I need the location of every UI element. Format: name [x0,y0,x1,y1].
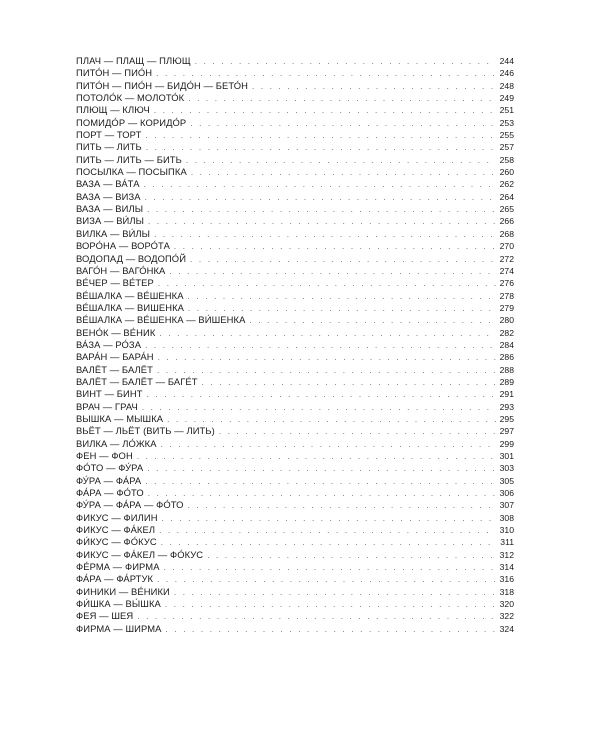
toc-entry [76,512,514,524]
toc-entry-page-number: 249 [499,93,514,104]
toc-entry [76,154,514,166]
toc-entry-title: ФИНИКИ — ВЕ́НИКИ [76,585,170,597]
toc-dot-leader [158,278,496,290]
toc-dot-leader [195,56,496,68]
toc-dot-leader [188,93,496,105]
toc-entry-title: ВИЛКА — ВИ́ЛЫ [76,227,151,239]
toc-entry-title: ФА́РА — ФО́ТО [76,487,144,499]
toc-dot-leader [252,81,496,93]
toc-dot-leader [249,315,496,327]
toc-entry-title: ВЕ́ШАЛКА — ВЕ́ШЕНКА — ВИ́ШЕНКА [76,314,246,326]
toc-entry [76,351,514,363]
toc-entry [76,401,514,413]
toc-dot-leader [158,352,496,364]
toc-entry-page-number: 248 [499,80,514,91]
toc-entry-title: ВАЛЁТ — БАЛЁТ — БАГЕ́Т [76,375,198,387]
toc-entry-title: ПИТЬ — ЛИТЬ — БИТЬ [76,153,182,165]
toc-entry-title: ВАЗА — ВИЗА [76,190,141,202]
toc-entry [76,166,514,178]
toc-entry-page-number: 274 [499,265,514,276]
toc-dot-leader [167,414,496,426]
toc-entry [76,129,514,141]
toc-entry-title: ФИКУС — ФИЛИН [76,511,158,523]
toc-entry-page-number: 305 [499,475,514,486]
toc-entry-title: ПОСЫЛКА — ПОСЫПКА [76,166,187,178]
toc-entry-page-number: 270 [499,241,514,252]
toc-entry-title: ФЕ́РМА — ФИРМА [76,561,160,573]
toc-entry-page-number: 293 [499,401,514,412]
toc-entry-page-number: 244 [499,56,514,66]
toc-entry [76,598,514,610]
toc-entry-title: ВАГО́Н — ВАГО́НКА [76,264,166,276]
toc-entry-page-number: 324 [499,623,514,634]
toc-entry [76,277,514,289]
toc-entry [76,586,514,598]
toc-entry-page-number: 303 [499,463,514,474]
toc-entry-title: ВЕНО́К — ВЕ́НИК [76,326,156,338]
toc-entry [76,561,514,573]
toc-entry-title: ПОРТ — ТОРТ [76,129,142,141]
toc-dot-leader [159,525,496,537]
toc-entry [76,228,514,240]
toc-dot-leader [219,426,496,438]
toc-dot-leader [207,550,496,562]
toc-entry-title: ВАЛЁТ — БАЛЁТ [76,363,153,375]
toc-entry-page-number: 262 [499,179,514,190]
toc-entry-title: ВАРА́Н — БАРА́Н [76,351,154,363]
toc-dot-leader [169,266,496,278]
toc-dot-leader [148,488,496,500]
toc-dot-leader [145,130,496,142]
toc-entry-title: ФЕЯ — ШЕЯ [76,610,134,622]
toc-entry-page-number: 308 [499,512,514,523]
toc-entry-title: ПОТОЛО́К — МОЛОТО́К [76,92,185,104]
toc-entry-title: ВЫШКА — МЫШКА [76,412,164,424]
toc-entry-page-number: 307 [499,500,514,511]
toc-entry-title: ВИНТ — БИНТ [76,388,143,400]
toc-dot-leader [154,105,496,117]
toc-entry [76,314,514,326]
toc-entry-page-number: 265 [499,204,514,215]
toc-entry-page-number: 258 [499,154,514,165]
toc-entry [76,339,514,351]
toc-entry [76,265,514,277]
toc-dot-leader [190,118,496,130]
toc-entry-page-number: 264 [499,191,514,202]
toc-entry-page-number: 318 [499,586,514,597]
toc-dot-leader [202,377,496,389]
toc-dot-leader [159,328,496,340]
toc-dot-leader [188,500,496,512]
toc-entry-page-number: 306 [499,488,514,499]
toc-dot-leader [147,204,496,216]
toc-entry-page-number: 288 [499,364,514,375]
toc-entry [76,178,514,190]
table-of-contents [76,55,514,635]
toc-entry [76,327,514,339]
toc-dot-leader [190,254,496,266]
toc-dot-leader [157,574,496,586]
toc-entry-title: ВЬЁТ — ЛЬЁТ (ВИТЬ — ЛИТЬ) [76,425,215,437]
toc-entry [76,364,514,376]
toc-entry [76,80,514,92]
toc-entry-page-number: 291 [499,389,514,400]
toc-entry-title: ВОДОПАД — ВОДОПО́Й [76,252,187,264]
toc-entry [76,302,514,314]
toc-entry [76,290,514,302]
toc-dot-leader [165,599,496,611]
toc-entry-page-number: 260 [499,167,514,178]
toc-dot-leader [147,389,496,401]
toc-entry [76,141,514,153]
toc-entry [76,438,514,450]
toc-dot-leader [157,365,496,377]
toc-dot-leader [174,241,496,253]
toc-dot-leader [137,611,496,623]
toc-entry-page-number: 282 [499,327,514,338]
toc-entry [76,253,514,265]
toc-dot-leader [145,476,496,488]
toc-entry-page-number: 311 [500,537,514,548]
toc-dot-leader [144,179,496,191]
toc-entry [76,191,514,203]
toc-dot-leader [145,340,496,352]
toc-entry [76,240,514,252]
toc-dot-leader [148,216,496,228]
toc-entry-title: ВОРО́НА — ВОРО́ТА [76,240,170,252]
toc-entry-page-number: 299 [499,438,514,449]
toc-entry-page-number: 255 [499,130,514,141]
toc-entry [76,573,514,585]
toc-entry-page-number: 310 [499,525,514,536]
toc-entry-title: ФИ́КУС — ФО́КУС [76,536,157,548]
toc-dot-leader [137,451,496,463]
toc-entry-page-number: 280 [499,315,514,326]
toc-entry [76,450,514,462]
toc-entry-title: ФУ́РА — ФА́РА [76,474,142,486]
toc-entry [76,475,514,487]
toc-entry [76,413,514,425]
toc-entry-title: ВРАЧ — ГРАЧ [76,400,138,412]
toc-dot-leader [142,402,496,414]
toc-entry-title: ФИКУС — ФА́КЕЛ — ФО́КУС [76,548,204,560]
toc-entry-title: ФИ́ШКА — ВЫ́ШКА [76,598,161,610]
toc-entry-title: ФИРМА — ШИРМА [76,622,162,634]
toc-entry [76,499,514,511]
toc-entry [76,203,514,215]
toc-dot-leader [191,167,496,179]
toc-dot-leader [161,439,496,451]
toc-entry-page-number: 268 [499,228,514,239]
toc-entry [76,104,514,116]
toc-dot-leader [146,142,496,154]
toc-entry-page-number: 295 [499,413,514,424]
toc-dot-leader [166,624,496,636]
toc-entry [76,388,514,400]
toc-entry-title: ПИТО́Н — ПИО́Н — БИДО́Н — БЕТО́Н [76,79,249,91]
toc-entry [76,462,514,474]
toc-dot-leader [154,229,496,241]
toc-entry-page-number: 253 [499,117,514,128]
toc-entry [76,215,514,227]
toc-entry-page-number: 278 [499,290,514,301]
toc-entry-page-number: 257 [499,142,514,153]
toc-entry [76,524,514,536]
toc-entry-title: ПЛАЧ — ПЛАЩ — ПЛЮЩ [76,55,191,66]
toc-entry [76,549,514,561]
toc-entry-page-number: 322 [499,611,514,622]
toc-entry [76,536,514,548]
toc-entry-title: ФА́РА — ФА́РТУК [76,573,154,585]
toc-entry-title: ВА́ЗА — РО́ЗА [76,338,142,350]
toc-entry-page-number: 316 [499,574,514,585]
toc-entry-title: ВЕ́ЧЕР — ВЕ́ТЕР [76,277,154,289]
toc-entry-page-number: 279 [499,302,514,313]
toc-entry-title: ВИЛКА — ЛО́ЖКА [76,437,157,449]
toc-entry-page-number: 272 [499,253,514,264]
toc-entry [76,487,514,499]
toc-entry-page-number: 286 [499,352,514,363]
toc-entry-page-number: 301 [499,451,514,461]
toc-entry [76,67,514,79]
toc-entry [76,376,514,388]
toc-entry-title: ВЕ́ШАЛКА — ВЕ́ШЕНКА [76,289,184,301]
toc-entry-title: ФУ́РА — ФА́РА — ФО́ТО [76,499,184,511]
toc-dot-leader [188,291,496,303]
toc-entry-title: ВАЗА — ВА́ТА [76,178,140,190]
toc-entry-page-number: 289 [499,376,514,387]
toc-dot-leader [145,192,496,204]
toc-entry-page-number: 320 [499,599,514,610]
toc-entry-page-number: 251 [499,105,514,116]
toc-entry-page-number: 266 [499,216,514,227]
toc-entry [76,92,514,104]
toc-entry-title: ВЕ́ШАЛКА — ВИШЕНКА [76,301,185,313]
toc-entry-title: ПИТЬ — ЛИТЬ [76,141,142,153]
toc-entry-page-number: 312 [499,549,514,560]
toc-entry [76,117,514,129]
toc-entry-title: ПОМИДО́Р — КОРИДО́Р [76,116,187,128]
toc-entry-page-number: 276 [499,278,514,289]
toc-dot-leader [174,587,496,599]
toc-dot-leader [161,537,496,549]
toc-entry-page-number: 297 [499,426,514,437]
toc-entry-page-number: 314 [499,562,514,573]
toc-entry [76,623,514,635]
toc-entry-title: ПЛЮЩ — КЛЮЧ [76,104,150,116]
toc-entry-title: ФЕН — ФОН [76,450,133,461]
toc-entry-title: ФО́ТО — ФУ́РА [76,462,144,474]
toc-entry-title: ВАЗА — ВИЛЫ [76,203,144,215]
toc-dot-leader [147,463,496,475]
toc-entry [76,425,514,437]
toc-entry [76,610,514,622]
toc-entry-page-number: 284 [499,339,514,350]
toc-entry-title: ВИЗА — ВИ́ЛЫ [76,215,145,227]
toc-dot-leader [186,155,496,167]
toc-entry-title: ФИКУС — ФА́КЕЛ [76,524,156,536]
toc-entry-page-number: 246 [499,68,514,79]
toc-dot-leader [162,513,496,525]
toc-entry-title: ПИТО́Н — ПИО́Н [76,67,153,79]
toc-dot-leader [164,562,496,574]
toc-entry [76,55,514,67]
